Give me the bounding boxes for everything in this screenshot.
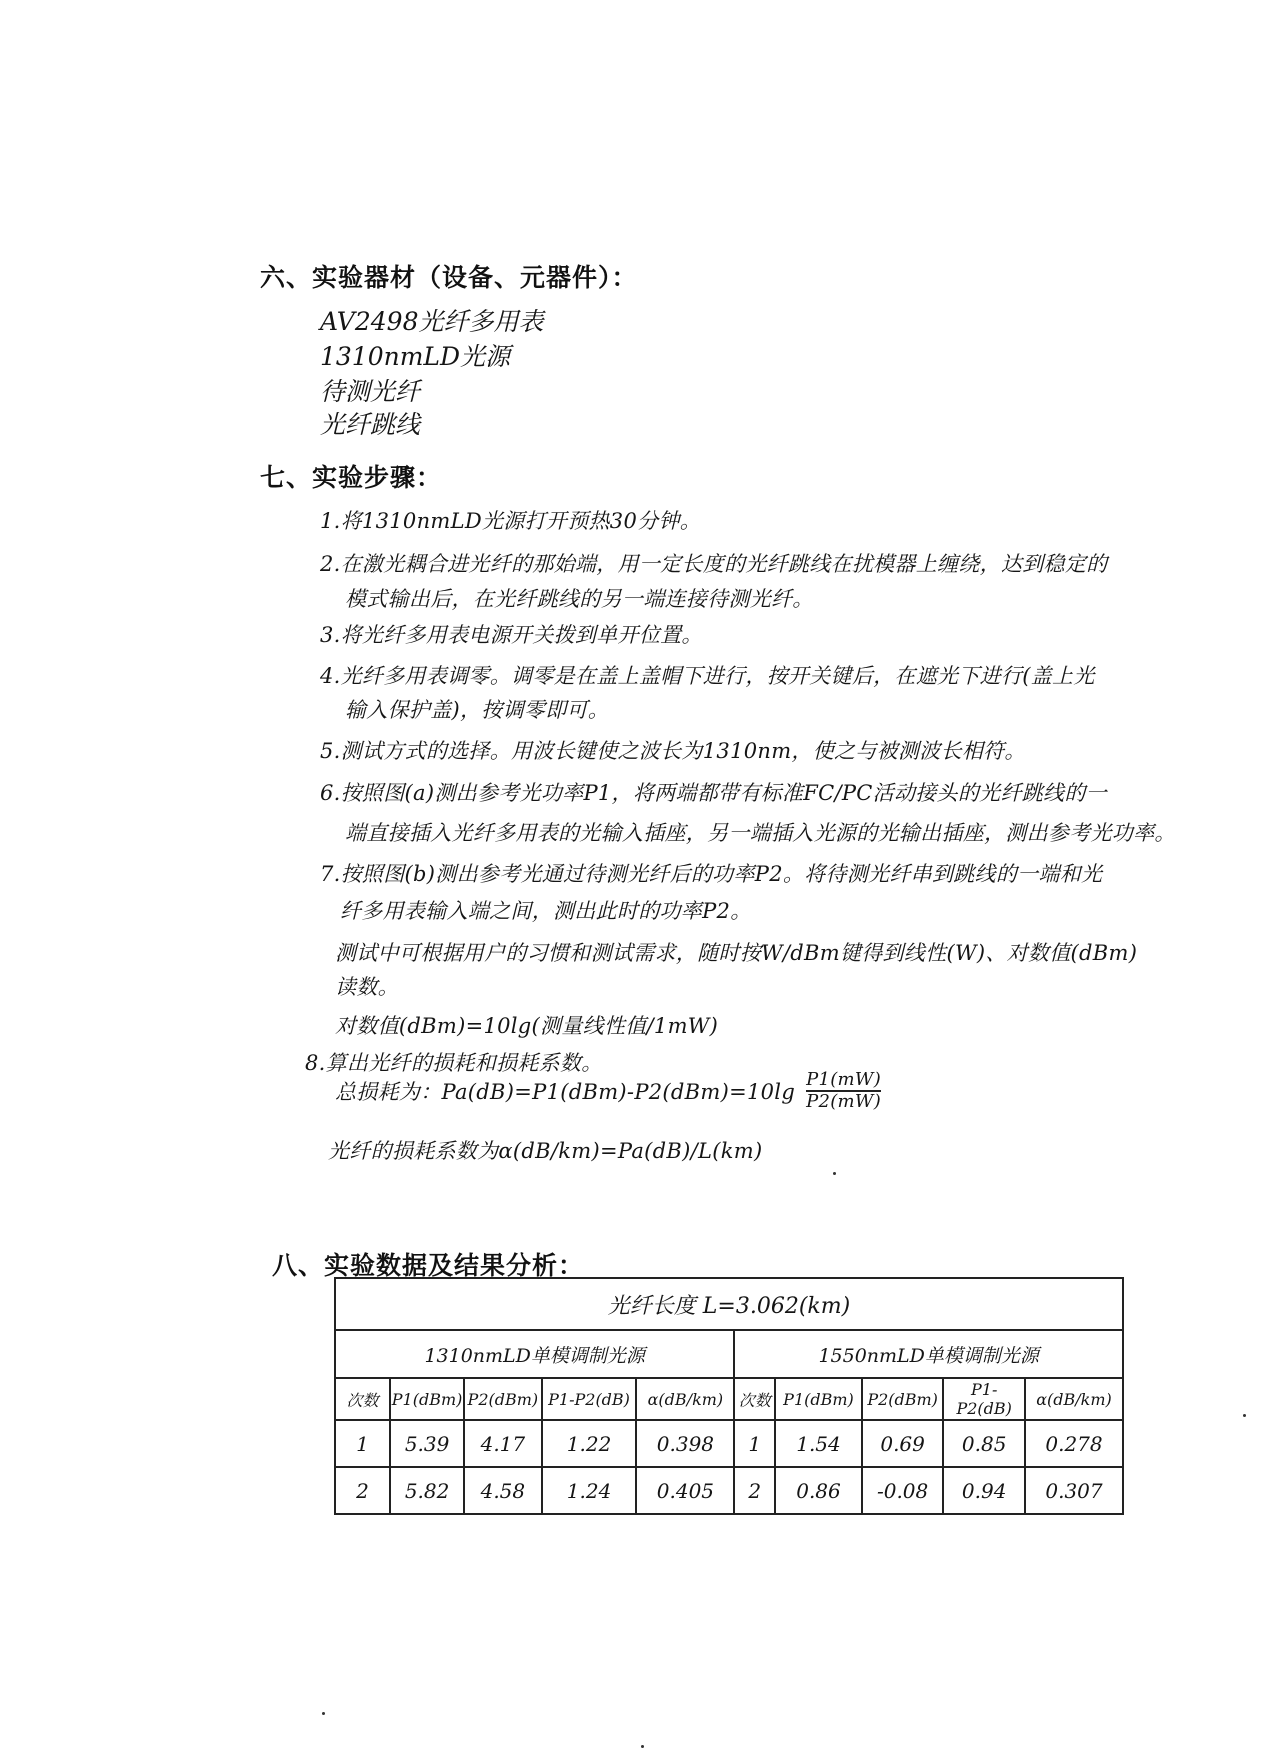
fiber-length-title: 光纤长度 L=3.062(km): [335, 1278, 1123, 1330]
source-1310-header: 1310nmLD单模调制光源: [335, 1330, 734, 1378]
table-cell: 1: [734, 1420, 775, 1467]
scan-speck: [641, 1745, 644, 1748]
step-line: 5.测试方式的选择。用波长键使之波长为1310nm，使之与被测波长相符。: [320, 739, 1026, 763]
table-cell: 0.69: [862, 1420, 944, 1467]
table-cell: 0.398: [636, 1420, 734, 1467]
column-header: P1-P2(dB): [542, 1378, 637, 1420]
step-line: 纤多用表输入端之间，测出此时的功率P2。: [340, 899, 752, 923]
total-loss-formula: [335, 1070, 881, 1112]
equipment-item: 光纤跳线: [320, 410, 421, 439]
step-line: 2.在激光耦合进光纤的那始端，用一定长度的光纤跳线在扰模器上缠绕，达到稳定的: [320, 552, 1108, 576]
column-header: P2(dBm): [862, 1378, 944, 1420]
fraction-denominator: P2(mW): [806, 1091, 882, 1112]
table-cell: 0.405: [636, 1467, 734, 1514]
scan-speck: [322, 1712, 325, 1715]
measurement-table: [334, 1277, 1124, 1515]
loss-coefficient-formula: 光纤的损耗系数为α(dB/km)=Pa(dB)/L(km): [328, 1139, 763, 1163]
column-header: P2(dBm): [464, 1378, 542, 1420]
total-loss-lhs: 总损耗为：Pa(dB)=P1(dBm)-P2(dBm)=10lg: [335, 1080, 796, 1104]
equipment-item: 待测光纤: [320, 377, 421, 406]
step-line: 3.将光纤多用表电源开关拨到单开位置。: [320, 623, 703, 647]
table-cell: 0.85: [943, 1420, 1025, 1467]
loss-fraction: [806, 1070, 881, 1112]
column-header: P1(dBm): [775, 1378, 862, 1420]
table-cell: 0.86: [775, 1467, 862, 1514]
table-cell: 4.17: [464, 1420, 542, 1467]
step-line: 6.按照图(a)测出参考光功率P1，将两端都带有标准FC/PC活动接头的光纤跳线的一: [320, 781, 1107, 805]
table-cell: 0.278: [1025, 1420, 1123, 1467]
column-header: P1(dBm): [390, 1378, 464, 1420]
step-line: 1.将1310nmLD光源打开预热30分钟。: [320, 509, 702, 533]
step-line: 4.光纤多用表调零。调零是在盖上盖帽下进行，按开关键后，在遮光下进行(盖上光: [320, 664, 1095, 688]
table-cell: 1.22: [542, 1420, 637, 1467]
step-line: 模式输出后，在光纤跳线的另一端连接待测光纤。: [345, 587, 814, 611]
table-row: [335, 1420, 1123, 1467]
step-line: 7.按照图(b)测出参考光通过待测光纤后的功率P2。将待测光纤串到跳线的一端和光: [320, 862, 1103, 886]
table-cell: 1.54: [775, 1420, 862, 1467]
table-row: [335, 1467, 1123, 1514]
step-line: 8.算出光纤的损耗和损耗系数。: [305, 1051, 603, 1075]
section6-heading: 六、实验器材（设备、元器件）：: [260, 263, 638, 292]
table-cell: 1.24: [542, 1467, 637, 1514]
table-cell: 0.94: [943, 1467, 1025, 1514]
scan-speck: [1243, 1414, 1246, 1417]
table-cell: 5.39: [390, 1420, 464, 1467]
table-cell: 2: [335, 1467, 390, 1514]
column-header: 次数: [734, 1378, 775, 1420]
table-cell: 0.307: [1025, 1467, 1123, 1514]
column-header: α(dB/km): [1025, 1378, 1123, 1420]
table-cell: 2: [734, 1467, 775, 1514]
scan-speck: [833, 1172, 836, 1175]
step-line: 端直接插入光纤多用表的光输入插座，另一端插入光源的光输出插座，测出参考光功率。: [345, 821, 1176, 845]
equipment-item: 1310nmLD光源: [320, 342, 511, 371]
step-line: 读数。: [335, 975, 399, 999]
step-line: 测试中可根据用户的习惯和测试需求，随时按W/dBm键得到线性(W)、对数值(dBm): [335, 941, 1138, 965]
fraction-numerator: P1(mW): [806, 1069, 882, 1090]
column-header: 次数: [335, 1378, 390, 1420]
source-1550-header: 1550nmLD单模调制光源: [734, 1330, 1123, 1378]
equipment-item: AV2498光纤多用表: [320, 307, 544, 336]
table-cell: 1: [335, 1420, 390, 1467]
table-cell: 4.58: [464, 1467, 542, 1514]
section8-heading: 八、实验数据及结果分析：: [272, 1251, 585, 1280]
section7-heading: 七、实验步骤：: [260, 463, 443, 492]
step-line: 对数值(dBm)=10lg(测量线性值/1mW): [335, 1014, 719, 1038]
step-line: 输入保护盖)，按调零即可。: [345, 698, 610, 722]
column-header: α(dB/km): [636, 1378, 734, 1420]
column-header: P1-P2(dB): [943, 1378, 1025, 1420]
table-cell: 5.82: [390, 1467, 464, 1514]
table-cell: -0.08: [862, 1467, 944, 1514]
